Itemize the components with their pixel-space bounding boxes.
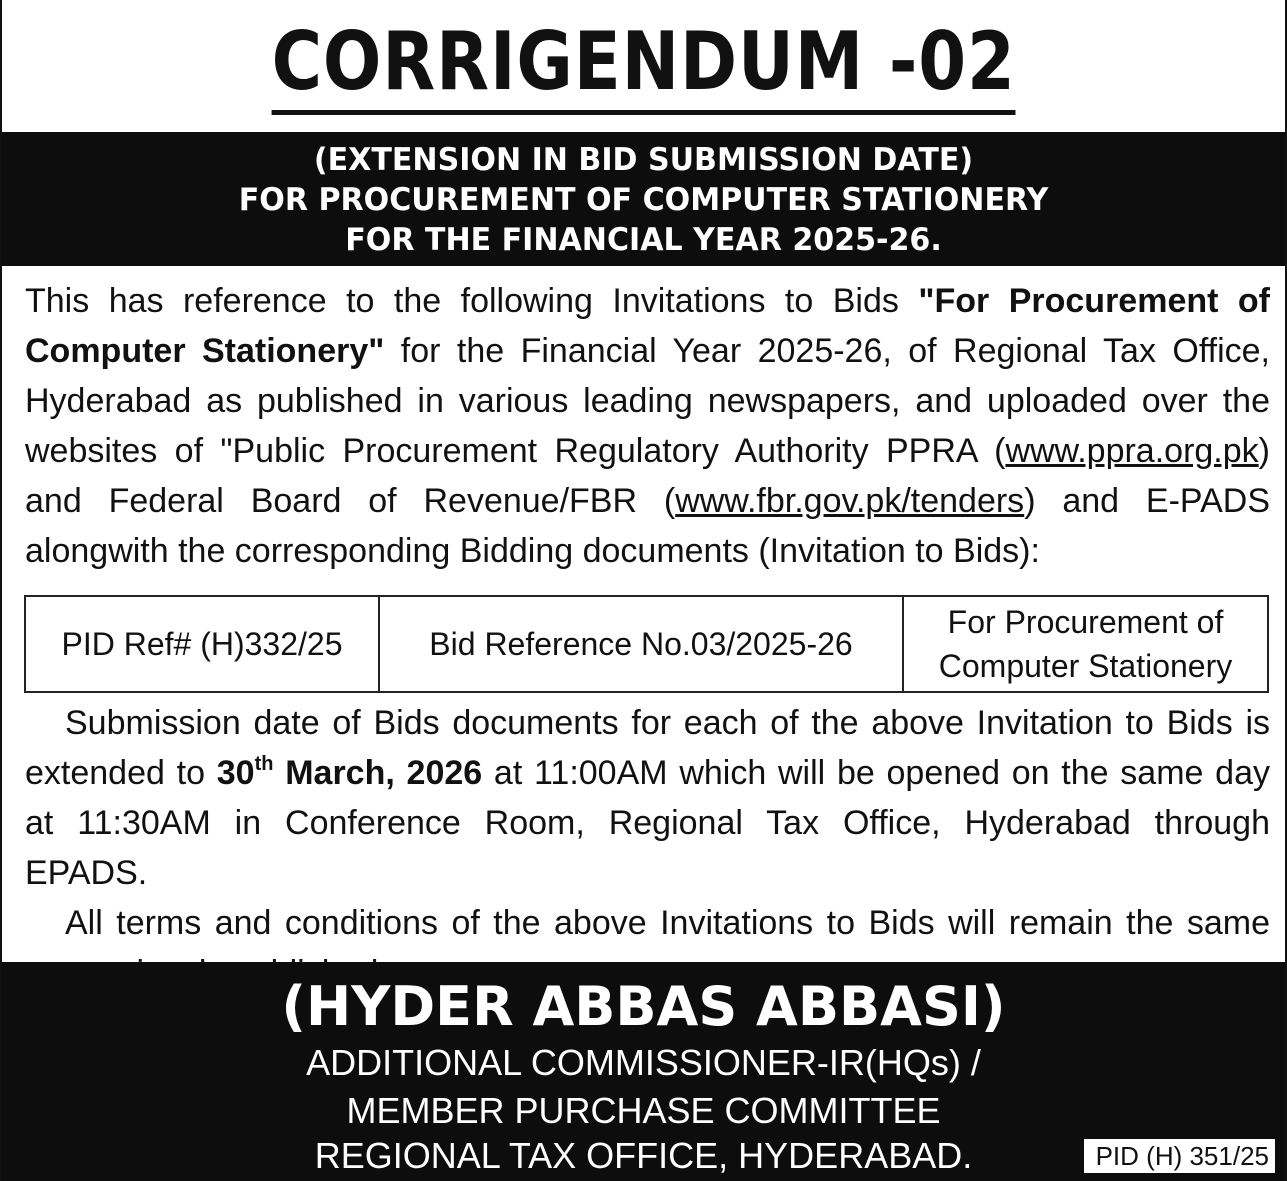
paragraph-text: at 11:30AM in Conference Room, Regional Tax Office, Hyderabad through EPADS.: [25, 804, 1270, 892]
date-day: 30: [216, 754, 255, 792]
pid-ref: PID Ref# (H)332/25: [61, 626, 343, 662]
extension-paragraph: [25, 698, 1270, 998]
ppra-link[interactable]: www.ppra.org.pk: [1005, 432, 1259, 470]
paragraph-text: alongwith the corresponding Bidding documents (Invitation to Bids):: [25, 532, 1040, 570]
signer-name: (HYDER ABBAS ABBASI): [281, 975, 1006, 1038]
header-line-3: FOR THE FINANCIAL YEAR 2025-26.: [345, 222, 942, 258]
paragraph-line: [25, 376, 1270, 426]
paragraph-line: [25, 426, 1270, 476]
paragraph-text: Hyderabad as published in various leading newspapers, and uploaded over the: [25, 382, 1270, 420]
paragraph-text: and Federal Board of Revenue/FBR (: [25, 482, 676, 520]
designation-line-1: ADDITIONAL COMMISSIONER-IR(HQs) /: [306, 1042, 981, 1083]
paragraph-text: ) and E-PADS: [1024, 482, 1270, 520]
purpose-line-2: Computer Stationery: [938, 648, 1233, 684]
paragraph-line: [25, 798, 1270, 898]
paragraph-text: at 11:00AM which will be opened on the same day: [482, 754, 1270, 792]
signature-band: [2, 962, 1285, 1181]
paragraph-line: [25, 326, 1270, 376]
reference-paragraph: [25, 276, 1270, 576]
paragraph-line: [25, 898, 1270, 948]
designation-line-3: REGIONAL TAX OFFICE, HYDERABAD.: [314, 1135, 973, 1176]
paragraph-text: Submission date of Bids documents for each of the above Invitation to Bids is: [65, 704, 1270, 742]
page-title: CORRIGENDUM -02: [271, 14, 1015, 115]
pid-ref-cell: [25, 596, 379, 692]
paragraph-line: [25, 748, 1270, 798]
paragraph-text: extended to: [25, 754, 217, 792]
paragraph-text: This has reference to the following Invitations to Bids: [25, 282, 919, 320]
bid-reference-table: [24, 595, 1269, 693]
paragraph-line: [25, 526, 1270, 576]
header-line-2: FOR PROCUREMENT OF COMPUTER STATIONERY: [238, 182, 1049, 218]
header-line-1: (EXTENSION IN BID SUBMISSION DATE): [313, 142, 974, 178]
date-suffix: th: [254, 753, 274, 775]
paragraph-text: All terms and conditions of the above Invitations to Bids will remain the same: [65, 904, 1270, 942]
paragraph-text: websites of "Public Procurement Regulatory Authority PPRA (: [25, 432, 1006, 470]
pid-number: PID (H) 351/25: [1084, 1139, 1275, 1173]
table-row: [25, 596, 1268, 692]
bold-title-part-2: Computer Stationery": [25, 332, 385, 370]
paragraph-text: ): [1258, 432, 1270, 470]
purpose-line-1: For Procurement of: [947, 604, 1224, 640]
paragraph-line: [25, 276, 1270, 326]
date-month-year: March, 2026: [273, 754, 483, 792]
purpose-cell: [903, 596, 1268, 692]
bold-title-part-1: "For Procurement of: [918, 282, 1270, 320]
bid-ref: Bid Reference No.03/2025-26: [429, 626, 853, 662]
title-area: [2, 0, 1285, 132]
fbr-link[interactable]: www.fbr.gov.pk/tenders: [675, 482, 1025, 520]
paragraph-line: [25, 476, 1270, 526]
paragraph-text: for the Financial Year 2025-26, of Regional Tax Office,: [384, 332, 1271, 370]
paragraph-line: [25, 698, 1270, 748]
designation-line-2: MEMBER PURCHASE COMMITTEE: [346, 1090, 941, 1131]
bid-ref-cell: [379, 596, 903, 692]
header-band: [2, 132, 1285, 266]
